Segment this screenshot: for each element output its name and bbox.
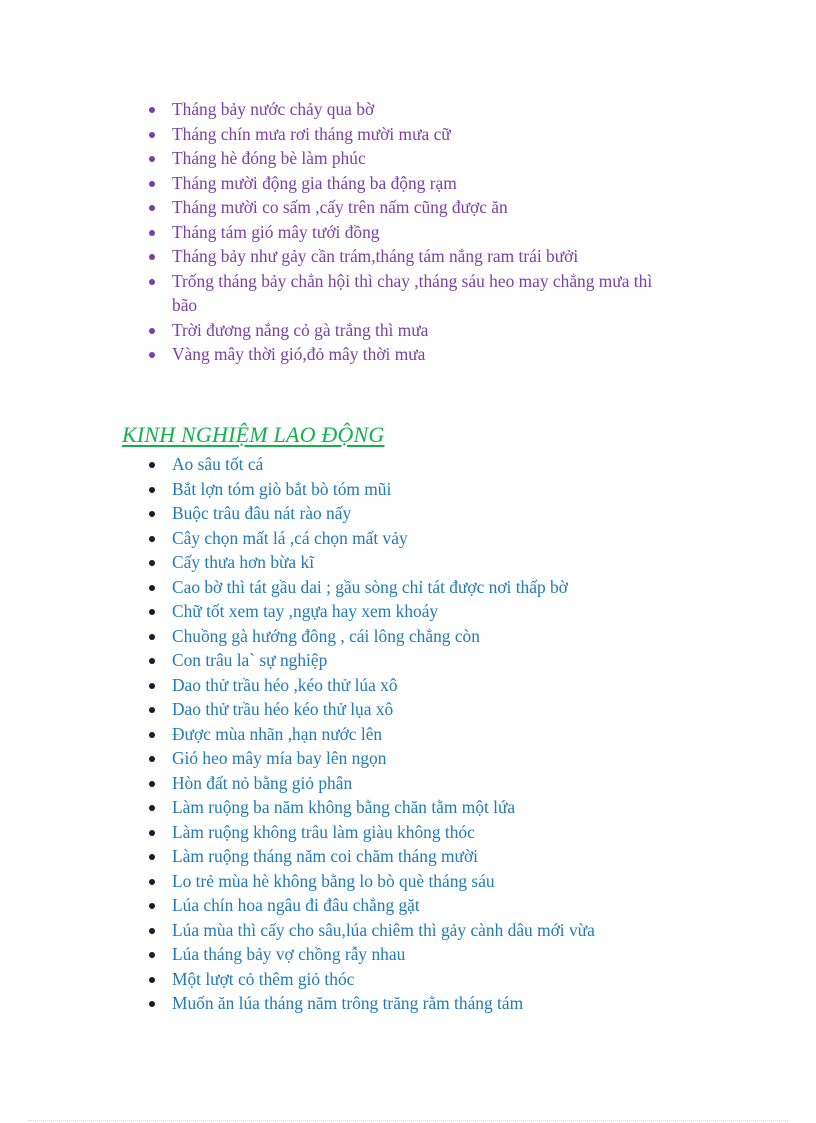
weather-sayings-list [146, 97, 672, 367]
list-item: Trời đương nắng cỏ gà trắng thì mưa [146, 318, 672, 343]
list-item: Hòn đất nỏ bằng giỏ phân [146, 771, 672, 796]
list-item: Tháng hè đóng bè làm phúc [146, 146, 672, 171]
list-item: Chữ tốt xem tay ,ngựa hay xem khoáy [146, 599, 672, 624]
list-item: Chuồng gà hướng đông , cái lông chẳng còn [146, 624, 672, 649]
list-item: Lúa chín hoa ngâu đi đâu chẳng gặt [146, 893, 672, 918]
page-bottom-border [28, 1120, 788, 1121]
list-item: Tháng mười động gia tháng ba động rạm [146, 171, 672, 196]
list-item: Cao bờ thì tát gầu dai ; gầu sòng chỉ tát được nơi thấp bờ [146, 575, 672, 600]
list-item: Tháng chín mưa rơi tháng mười mưa cữ [146, 122, 672, 147]
list-item: Một lượt cỏ thêm giỏ thóc [146, 967, 672, 992]
list-item: Lúa mùa thì cấy cho sâu,lúa chiêm thì gảy cành dâu mới vừa [146, 918, 672, 943]
labor-sayings-list [146, 452, 672, 1016]
section-title-labor: KINH NGHIỆM LAO ĐỘNG [122, 422, 385, 447]
list-item: Tháng bảy nước chảy qua bờ [146, 97, 672, 122]
list-item: Muốn ăn lúa tháng năm trông trăng rằm tháng tám [146, 991, 672, 1016]
list-item: Dao thử trầu héo ,kéo thử lúa xô [146, 673, 672, 698]
list-item: Trống tháng bảy chẳn hội thì chay ,tháng sáu heo may chẳng mưa thì bão [146, 269, 672, 318]
list-item: Bắt lợn tóm giò bắt bò tóm mũi [146, 477, 672, 502]
list-item: Cây chọn mất lá ,cá chọn mất vảy [146, 526, 672, 551]
list-item: Gió heo mây mía bay lên ngọn [146, 746, 672, 771]
list-item: Cấy thưa hơn bừa kĩ [146, 550, 672, 575]
list-item: Buộc trâu đâu nát rào nấy [146, 501, 672, 526]
list-item: Lúa tháng bảy vợ chồng rẫy nhau [146, 942, 672, 967]
list-item: Tháng bảy như gảy cần trám,tháng tám nắng ram trái bưởi [146, 244, 672, 269]
list-item: Làm ruộng tháng năm coi chăm tháng mười [146, 844, 672, 869]
list-item: Tháng mười co sấm ,cấy trên nấm cũng được ăn [146, 195, 672, 220]
list-item: Dao thử trầu héo kéo thử lụa xô [146, 697, 672, 722]
list-item: Vàng mây thời gió,đỏ mây thời mưa [146, 342, 672, 367]
list-item: Con trâu la` sự nghiệp [146, 648, 672, 673]
list-item: Làm ruộng không trâu làm giàu không thóc [146, 820, 672, 845]
list-item: Được mùa nhãn ,hạn nước lên [146, 722, 672, 747]
list-item: Tháng tám gió mây tưới đồng [146, 220, 672, 245]
list-item: Ao sâu tốt cá [146, 452, 672, 477]
list-item: Lo trẻ mùa hè không bằng lo bò què tháng sáu [146, 869, 672, 894]
list-item: Làm ruộng ba năm không bằng chăn tằm một lứa [146, 795, 672, 820]
